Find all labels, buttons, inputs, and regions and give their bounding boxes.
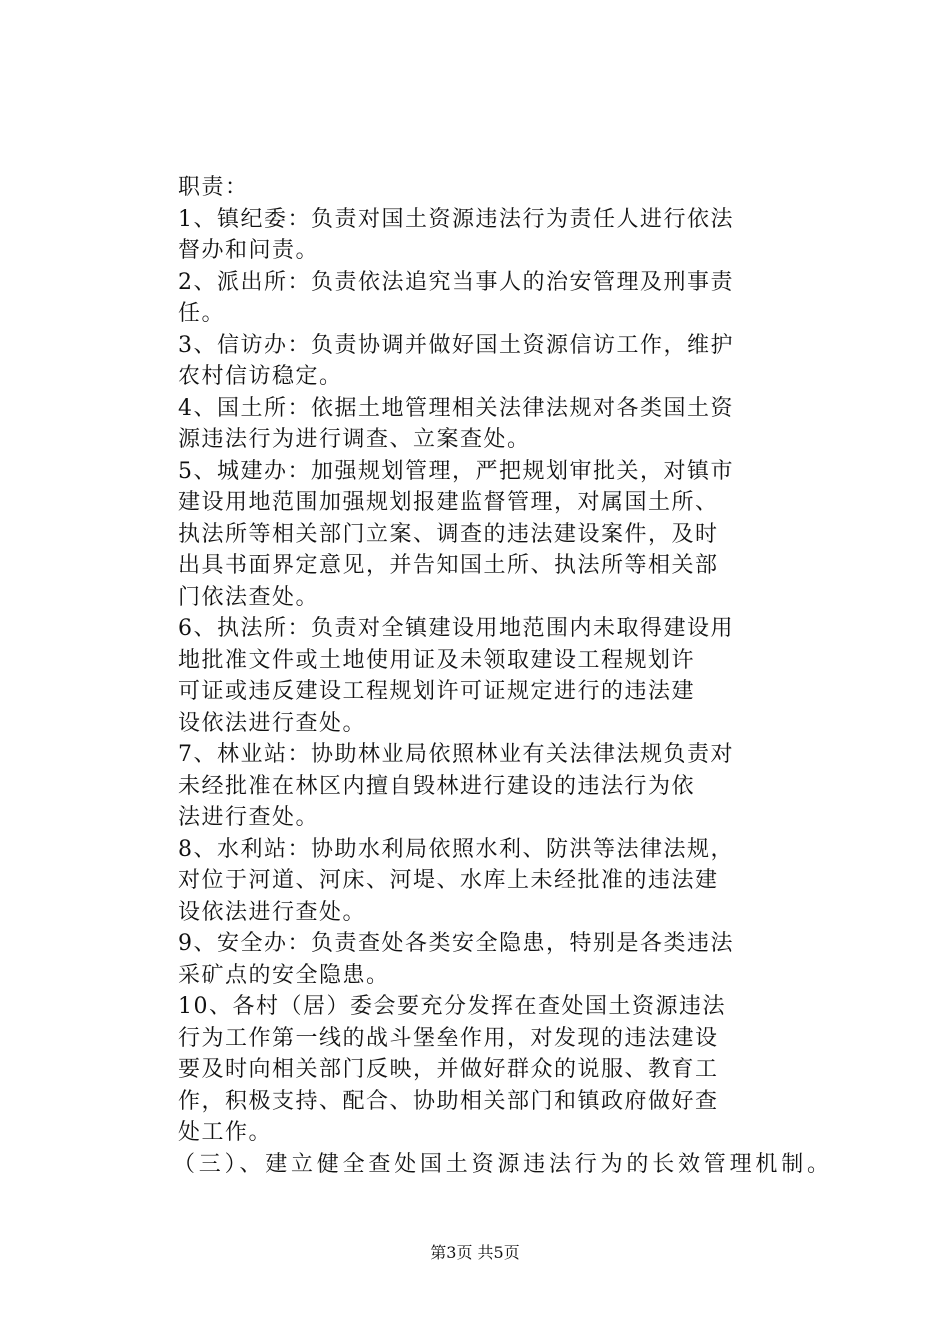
text-line: 对位于河道、河床、河堤、水库上未经批准的违法建 xyxy=(178,868,719,893)
text-line: 作，积极支持、配合、协助相关部门和镇政府做好查 xyxy=(178,1088,719,1114)
text-line: 未经批准在林区内擅自毁林进行建设的违法行为依 xyxy=(178,773,696,799)
text-line: 8、水利站：协助水利局依照水利、防洪等法律法规， xyxy=(178,836,734,862)
text-line: 设依法进行查处。 xyxy=(178,710,367,736)
text-line: 农村信访稳定。 xyxy=(178,364,343,389)
text-line: 10、各村（居）委会要充分发挥在查处国土资源违法 xyxy=(178,994,726,1019)
text-line: 地批准文件或土地使用证及未领取建设工程规划许 xyxy=(178,647,696,673)
text-line: 7、林业站：协助林业局依照林业有关法律法规负责对 xyxy=(178,742,734,767)
text-line: 任。 xyxy=(178,301,226,326)
text-line: 执法所等相关部门立案、调查的违法建设案件，及时 xyxy=(178,521,719,547)
text-line: 采矿点的安全隐患。 xyxy=(178,962,390,988)
text-line: 4、国土所：依据土地管理相关法律法规对各类国土资 xyxy=(178,395,734,421)
text-line: 2、派出所：负责依法追究当事人的治安管理及刑事责 xyxy=(178,269,734,295)
text-line: 出具书面界定意见，并告知国土所、执法所等相关部 xyxy=(178,553,719,578)
body-text xyxy=(173,172,838,1180)
text-line: 门依法查处。 xyxy=(178,584,320,610)
text-line: 设依法进行查处。 xyxy=(178,899,367,925)
text-line: 法进行查处。 xyxy=(178,805,320,830)
text-line: 9、安全办：负责查处各类安全隐患，特别是各类违法 xyxy=(178,931,734,956)
text-line: 建设用地范围加强规划报建监督管理，对属国土所、 xyxy=(178,490,719,515)
text-line: 源违法行为进行调查、立案查处。 xyxy=(178,427,531,452)
section-heading: （三）、建立健全查处国土资源违法行为的长效管理机制。 xyxy=(173,1151,833,1177)
text-line: 3、信访办：负责协调并做好国土资源信访工作，维护 xyxy=(178,332,734,358)
text-line: 处工作。 xyxy=(178,1120,273,1145)
text-line: 5、城建办：加强规划管理，严把规划审批关，对镇市 xyxy=(178,458,734,484)
text-line: 6、执法所：负责对全镇建设用地范围内未取得建设用 xyxy=(178,616,734,641)
text-line: 可证或违反建设工程规划许可证规定进行的违法建 xyxy=(178,679,696,704)
text-line: 督办和问责。 xyxy=(178,238,320,263)
text-line: 1、镇纪委：负责对国土资源违法行为责任人进行依法 xyxy=(178,206,734,232)
text-line: 职责： xyxy=(178,175,249,200)
text-line: 行为工作第一线的战斗堡垒作用，对发现的违法建设 xyxy=(178,1025,719,1051)
text-line: 要及时向相关部门反映，并做好群众的说服、教育工 xyxy=(178,1057,719,1082)
page-footer: 第3页 共5页 xyxy=(430,1243,520,1262)
